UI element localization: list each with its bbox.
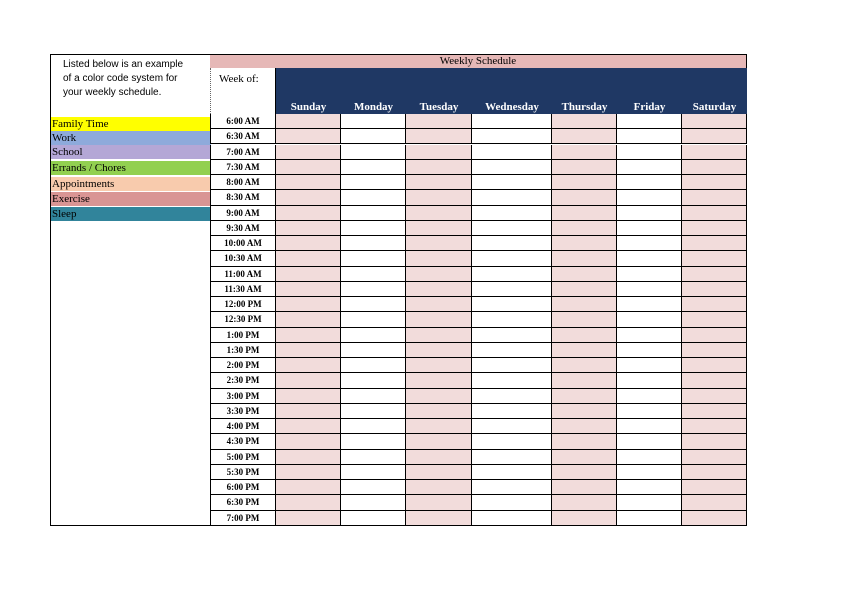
- schedule-cell-tuesday[interactable]: [406, 175, 472, 190]
- time-slot-label: 2:30 PM: [210, 373, 276, 388]
- time-slot-label: 9:00 AM: [210, 206, 276, 221]
- schedule-cell-friday[interactable]: [617, 465, 682, 480]
- schedule-cell-friday[interactable]: [617, 297, 682, 312]
- schedule-cell-saturday[interactable]: [682, 190, 747, 205]
- schedule-cell-sunday[interactable]: [276, 251, 341, 266]
- legend-work[interactable]: Work: [51, 131, 211, 145]
- legend-appointments[interactable]: Appointments: [51, 177, 211, 191]
- day-header-sunday: Sunday: [290, 101, 327, 113]
- schedule-cell-sunday[interactable]: [276, 328, 341, 343]
- schedule-cell-friday[interactable]: [617, 480, 682, 495]
- schedule-cell-tuesday[interactable]: [406, 434, 472, 449]
- schedule-cell-thursday[interactable]: [552, 419, 617, 434]
- day-header-thursday: Thursday: [561, 101, 608, 113]
- schedule-cell-thursday[interactable]: [552, 389, 617, 404]
- schedule-cell-thursday[interactable]: [552, 190, 617, 205]
- schedule-cell-monday[interactable]: [341, 160, 406, 175]
- schedule-cell-saturday[interactable]: [682, 114, 747, 129]
- schedule-cell-monday[interactable]: [341, 358, 406, 373]
- schedule-cell-monday[interactable]: [341, 129, 406, 144]
- schedule-title: Weekly Schedule: [210, 54, 747, 68]
- schedule-cell-wednesday[interactable]: [472, 358, 552, 373]
- schedule-cell-wednesday[interactable]: [472, 160, 552, 175]
- day-header-tuesday: Tuesday: [419, 101, 459, 113]
- schedule-cell-wednesday[interactable]: [472, 129, 552, 144]
- schedule-cell-thursday[interactable]: [552, 129, 617, 144]
- schedule-cell-tuesday[interactable]: [406, 358, 472, 373]
- schedule-cell-thursday[interactable]: [552, 251, 617, 266]
- intro-line: of a color code system for: [63, 73, 178, 84]
- schedule-cell-tuesday[interactable]: [406, 450, 472, 465]
- schedule-cell-wednesday[interactable]: [472, 297, 552, 312]
- schedule-cell-wednesday[interactable]: [472, 373, 552, 388]
- schedule-cell-friday[interactable]: [617, 343, 682, 358]
- schedule-cell-monday[interactable]: [341, 511, 406, 526]
- schedule-cell-sunday[interactable]: [276, 495, 341, 510]
- schedule-cell-monday[interactable]: [341, 190, 406, 205]
- schedule-cell-monday[interactable]: [341, 419, 406, 434]
- schedule-cell-sunday[interactable]: [276, 343, 341, 358]
- schedule-cell-sunday[interactable]: [276, 465, 341, 480]
- schedule-cell-monday[interactable]: [341, 495, 406, 510]
- schedule-cell-sunday[interactable]: [276, 221, 341, 236]
- schedule-cell-monday[interactable]: [341, 328, 406, 343]
- schedule-cell-tuesday[interactable]: [406, 389, 472, 404]
- legend-panel: [50, 54, 210, 526]
- schedule-cell-sunday[interactable]: [276, 480, 341, 495]
- schedule-cell-friday[interactable]: [617, 221, 682, 236]
- schedule-cell-monday[interactable]: [341, 343, 406, 358]
- schedule-cell-monday[interactable]: [341, 312, 406, 327]
- time-slot-label: 6:30 AM: [210, 129, 276, 144]
- schedule-cell-friday[interactable]: [617, 206, 682, 221]
- schedule-cell-thursday[interactable]: [552, 328, 617, 343]
- schedule-cell-saturday[interactable]: [682, 160, 747, 175]
- time-slot-label: 8:00 AM: [210, 175, 276, 190]
- schedule-cell-thursday[interactable]: [552, 465, 617, 480]
- schedule-cell-thursday[interactable]: [552, 511, 617, 526]
- time-slot-label: 1:30 PM: [210, 343, 276, 358]
- schedule-cell-thursday[interactable]: [552, 312, 617, 327]
- time-slot-label: 8:30 AM: [210, 190, 276, 205]
- schedule-cell-tuesday[interactable]: [406, 251, 472, 266]
- schedule-cell-tuesday[interactable]: [406, 495, 472, 510]
- schedule-cell-wednesday[interactable]: [472, 282, 552, 297]
- schedule-cell-friday[interactable]: [617, 267, 682, 282]
- schedule-cell-friday[interactable]: [617, 404, 682, 419]
- time-slot-label: 3:00 PM: [210, 389, 276, 404]
- schedule-cell-wednesday[interactable]: [472, 389, 552, 404]
- schedule-cell-wednesday[interactable]: [472, 312, 552, 327]
- schedule-cell-thursday[interactable]: [552, 495, 617, 510]
- time-slot-label: 2:00 PM: [210, 358, 276, 373]
- schedule-cell-thursday[interactable]: [552, 114, 617, 129]
- time-slot-label: 10:30 AM: [210, 251, 276, 266]
- schedule-cell-saturday[interactable]: [682, 480, 747, 495]
- schedule-cell-tuesday[interactable]: [406, 373, 472, 388]
- schedule-cell-friday[interactable]: [617, 190, 682, 205]
- schedule-cell-monday[interactable]: [341, 206, 406, 221]
- time-slot-label: 11:30 AM: [210, 282, 276, 297]
- time-slot-label: 11:00 AM: [210, 267, 276, 282]
- schedule-cell-friday[interactable]: [617, 145, 682, 160]
- schedule-cell-sunday[interactable]: [276, 129, 341, 144]
- schedule-cell-sunday[interactable]: [276, 389, 341, 404]
- schedule-cell-monday[interactable]: [341, 373, 406, 388]
- schedule-cell-tuesday[interactable]: [406, 221, 472, 236]
- schedule-cell-tuesday[interactable]: [406, 465, 472, 480]
- schedule-cell-thursday[interactable]: [552, 267, 617, 282]
- schedule-cell-monday[interactable]: [341, 175, 406, 190]
- schedule-cell-saturday[interactable]: [682, 267, 747, 282]
- schedule-cell-friday[interactable]: [617, 282, 682, 297]
- time-slot-label: 7:00 AM: [210, 145, 276, 160]
- schedule-cell-friday[interactable]: [617, 328, 682, 343]
- schedule-cell-sunday[interactable]: [276, 160, 341, 175]
- weekly-schedule-sheet: [50, 54, 747, 526]
- schedule-cell-tuesday[interactable]: [406, 328, 472, 343]
- schedule-cell-sunday[interactable]: [276, 190, 341, 205]
- week-of-label[interactable]: Week of:: [210, 68, 276, 114]
- schedule-cell-wednesday[interactable]: [472, 236, 552, 251]
- day-header-wednesday: Wednesday: [485, 101, 539, 113]
- schedule-cell-saturday[interactable]: [682, 450, 747, 465]
- schedule-cell-tuesday[interactable]: [406, 480, 472, 495]
- schedule-cell-sunday[interactable]: [276, 175, 341, 190]
- schedule-cell-thursday[interactable]: [552, 206, 617, 221]
- schedule-cell-thursday[interactable]: [552, 145, 617, 160]
- schedule-cell-monday[interactable]: [341, 221, 406, 236]
- time-slot-label: 7:30 AM: [210, 160, 276, 175]
- schedule-cell-monday[interactable]: [341, 236, 406, 251]
- schedule-cell-wednesday[interactable]: [472, 434, 552, 449]
- schedule-cell-saturday[interactable]: [682, 419, 747, 434]
- schedule-cell-friday[interactable]: [617, 495, 682, 510]
- schedule-cell-monday[interactable]: [341, 480, 406, 495]
- day-header-monday: Monday: [353, 101, 394, 113]
- schedule-cell-monday[interactable]: [341, 297, 406, 312]
- schedule-cell-sunday[interactable]: [276, 404, 341, 419]
- time-slot-label: 6:30 PM: [210, 495, 276, 510]
- schedule-cell-sunday[interactable]: [276, 282, 341, 297]
- schedule-cell-sunday[interactable]: [276, 297, 341, 312]
- schedule-cell-tuesday[interactable]: [406, 511, 472, 526]
- schedule-cell-thursday[interactable]: [552, 373, 617, 388]
- schedule-cell-thursday[interactable]: [552, 160, 617, 175]
- schedule-cell-wednesday[interactable]: [472, 145, 552, 160]
- schedule-cell-friday[interactable]: [617, 114, 682, 129]
- schedule-cell-tuesday[interactable]: [406, 114, 472, 129]
- schedule-cell-sunday[interactable]: [276, 312, 341, 327]
- day-header-friday: Friday: [633, 101, 666, 113]
- schedule-cell-sunday[interactable]: [276, 419, 341, 434]
- schedule-cell-sunday[interactable]: [276, 511, 341, 526]
- schedule-cell-tuesday[interactable]: [406, 267, 472, 282]
- intro-line: Listed below is an example: [63, 59, 184, 70]
- time-slot-label: 6:00 AM: [210, 114, 276, 129]
- schedule-cell-saturday[interactable]: [682, 343, 747, 358]
- schedule-cell-wednesday[interactable]: [472, 175, 552, 190]
- intro-text: [63, 58, 209, 100]
- schedule-cell-tuesday[interactable]: [406, 419, 472, 434]
- schedule-cell-thursday[interactable]: [552, 343, 617, 358]
- schedule-cell-saturday[interactable]: [682, 282, 747, 297]
- schedule-cell-saturday[interactable]: [682, 389, 747, 404]
- schedule-cell-sunday[interactable]: [276, 373, 341, 388]
- schedule-cell-sunday[interactable]: [276, 206, 341, 221]
- schedule-cell-friday[interactable]: [617, 312, 682, 327]
- time-slot-label: 4:30 PM: [210, 434, 276, 449]
- schedule-cell-thursday[interactable]: [552, 221, 617, 236]
- schedule-cell-friday[interactable]: [617, 419, 682, 434]
- legend-family-time[interactable]: Family Time: [51, 117, 211, 131]
- schedule-cell-monday[interactable]: [341, 267, 406, 282]
- schedule-cell-sunday[interactable]: [276, 267, 341, 282]
- day-header-row: [276, 68, 747, 114]
- schedule-cell-wednesday[interactable]: [472, 343, 552, 358]
- schedule-cell-saturday[interactable]: [682, 358, 747, 373]
- schedule-cell-thursday[interactable]: [552, 175, 617, 190]
- schedule-cell-saturday[interactable]: [682, 495, 747, 510]
- schedule-cell-saturday[interactable]: [682, 221, 747, 236]
- schedule-cell-saturday[interactable]: [682, 175, 747, 190]
- schedule-cell-saturday[interactable]: [682, 251, 747, 266]
- schedule-cell-monday[interactable]: [341, 145, 406, 160]
- schedule-cell-monday[interactable]: [341, 251, 406, 266]
- schedule-cell-wednesday[interactable]: [472, 404, 552, 419]
- schedule-cell-thursday[interactable]: [552, 358, 617, 373]
- schedule-cell-friday[interactable]: [617, 358, 682, 373]
- intro-line: your weekly schedule.: [63, 87, 162, 98]
- schedule-cell-monday[interactable]: [341, 434, 406, 449]
- schedule-cell-thursday[interactable]: [552, 282, 617, 297]
- schedule-cell-tuesday[interactable]: [406, 297, 472, 312]
- schedule-cell-monday[interactable]: [341, 404, 406, 419]
- schedule-cell-tuesday[interactable]: [406, 206, 472, 221]
- schedule-cell-tuesday[interactable]: [406, 312, 472, 327]
- schedule-cell-friday[interactable]: [617, 160, 682, 175]
- schedule-cell-wednesday[interactable]: [472, 419, 552, 434]
- legend-exercise[interactable]: Exercise: [51, 192, 211, 206]
- time-slot-label: 9:30 AM: [210, 221, 276, 236]
- time-slot-label: 1:00 PM: [210, 328, 276, 343]
- schedule-cell-wednesday[interactable]: [472, 267, 552, 282]
- schedule-cell-saturday[interactable]: [682, 206, 747, 221]
- schedule-cell-thursday[interactable]: [552, 434, 617, 449]
- schedule-cell-sunday[interactable]: [276, 236, 341, 251]
- schedule-cell-wednesday[interactable]: [472, 465, 552, 480]
- schedule-cell-tuesday[interactable]: [406, 190, 472, 205]
- time-slot-label: 6:00 PM: [210, 480, 276, 495]
- schedule-cell-sunday[interactable]: [276, 114, 341, 129]
- schedule-cell-saturday[interactable]: [682, 145, 747, 160]
- schedule-cell-monday[interactable]: [341, 465, 406, 480]
- time-slot-label: 5:30 PM: [210, 465, 276, 480]
- time-slot-label: 7:00 PM: [210, 511, 276, 526]
- schedule-cell-monday[interactable]: [341, 282, 406, 297]
- time-slot-label: 4:00 PM: [210, 419, 276, 434]
- time-slot-label: 12:00 PM: [210, 297, 276, 312]
- schedule-cell-saturday[interactable]: [682, 129, 747, 144]
- schedule-cell-thursday[interactable]: [552, 236, 617, 251]
- schedule-cell-tuesday[interactable]: [406, 160, 472, 175]
- schedule-cell-thursday[interactable]: [552, 297, 617, 312]
- schedule-cell-tuesday[interactable]: [406, 282, 472, 297]
- schedule-cell-tuesday[interactable]: [406, 236, 472, 251]
- schedule-cell-thursday[interactable]: [552, 404, 617, 419]
- schedule-cell-monday[interactable]: [341, 114, 406, 129]
- schedule-cell-saturday[interactable]: [682, 465, 747, 480]
- legend-school[interactable]: School: [51, 145, 211, 159]
- schedule-cell-wednesday[interactable]: [472, 114, 552, 129]
- schedule-cell-saturday[interactable]: [682, 511, 747, 526]
- schedule-cell-saturday[interactable]: [682, 404, 747, 419]
- schedule-cell-friday[interactable]: [617, 373, 682, 388]
- schedule-cell-friday[interactable]: [617, 511, 682, 526]
- legend-sleep[interactable]: Sleep: [51, 207, 211, 221]
- schedule-cell-tuesday[interactable]: [406, 404, 472, 419]
- schedule-grid: [210, 114, 747, 526]
- schedule-cell-saturday[interactable]: [682, 312, 747, 327]
- schedule-cell-sunday[interactable]: [276, 358, 341, 373]
- schedule-cell-wednesday[interactable]: [472, 450, 552, 465]
- schedule-cell-tuesday[interactable]: [406, 129, 472, 144]
- schedule-cell-monday[interactable]: [341, 450, 406, 465]
- schedule-cell-saturday[interactable]: [682, 297, 747, 312]
- schedule-cell-monday[interactable]: [341, 389, 406, 404]
- schedule-cell-friday[interactable]: [617, 450, 682, 465]
- schedule-cell-wednesday[interactable]: [472, 190, 552, 205]
- schedule-cell-tuesday[interactable]: [406, 145, 472, 160]
- schedule-cell-wednesday[interactable]: [472, 495, 552, 510]
- schedule-cell-sunday[interactable]: [276, 434, 341, 449]
- schedule-cell-friday[interactable]: [617, 129, 682, 144]
- schedule-cell-saturday[interactable]: [682, 328, 747, 343]
- schedule-cell-friday[interactable]: [617, 434, 682, 449]
- schedule-cell-sunday[interactable]: [276, 145, 341, 160]
- schedule-cell-friday[interactable]: [617, 389, 682, 404]
- time-slot-label: 5:00 PM: [210, 450, 276, 465]
- schedule-cell-sunday[interactable]: [276, 450, 341, 465]
- schedule-cell-saturday[interactable]: [682, 236, 747, 251]
- schedule-cell-friday[interactable]: [617, 236, 682, 251]
- schedule-cell-wednesday[interactable]: [472, 480, 552, 495]
- time-slot-label: 3:30 PM: [210, 404, 276, 419]
- schedule-cell-tuesday[interactable]: [406, 343, 472, 358]
- schedule-cell-saturday[interactable]: [682, 373, 747, 388]
- schedule-cell-thursday[interactable]: [552, 480, 617, 495]
- day-header-saturday: Saturday: [692, 101, 737, 113]
- schedule-cell-wednesday[interactable]: [472, 206, 552, 221]
- schedule-cell-saturday[interactable]: [682, 434, 747, 449]
- schedule-cell-wednesday[interactable]: [472, 328, 552, 343]
- time-slot-label: 12:30 PM: [210, 312, 276, 327]
- schedule-cell-wednesday[interactable]: [472, 511, 552, 526]
- schedule-cell-wednesday[interactable]: [472, 251, 552, 266]
- schedule-cell-thursday[interactable]: [552, 450, 617, 465]
- schedule-cell-wednesday[interactable]: [472, 221, 552, 236]
- time-slot-label: 10:00 AM: [210, 236, 276, 251]
- schedule-cell-friday[interactable]: [617, 175, 682, 190]
- legend-errands-chores[interactable]: Errands / Chores: [51, 161, 211, 175]
- schedule-cell-friday[interactable]: [617, 251, 682, 266]
